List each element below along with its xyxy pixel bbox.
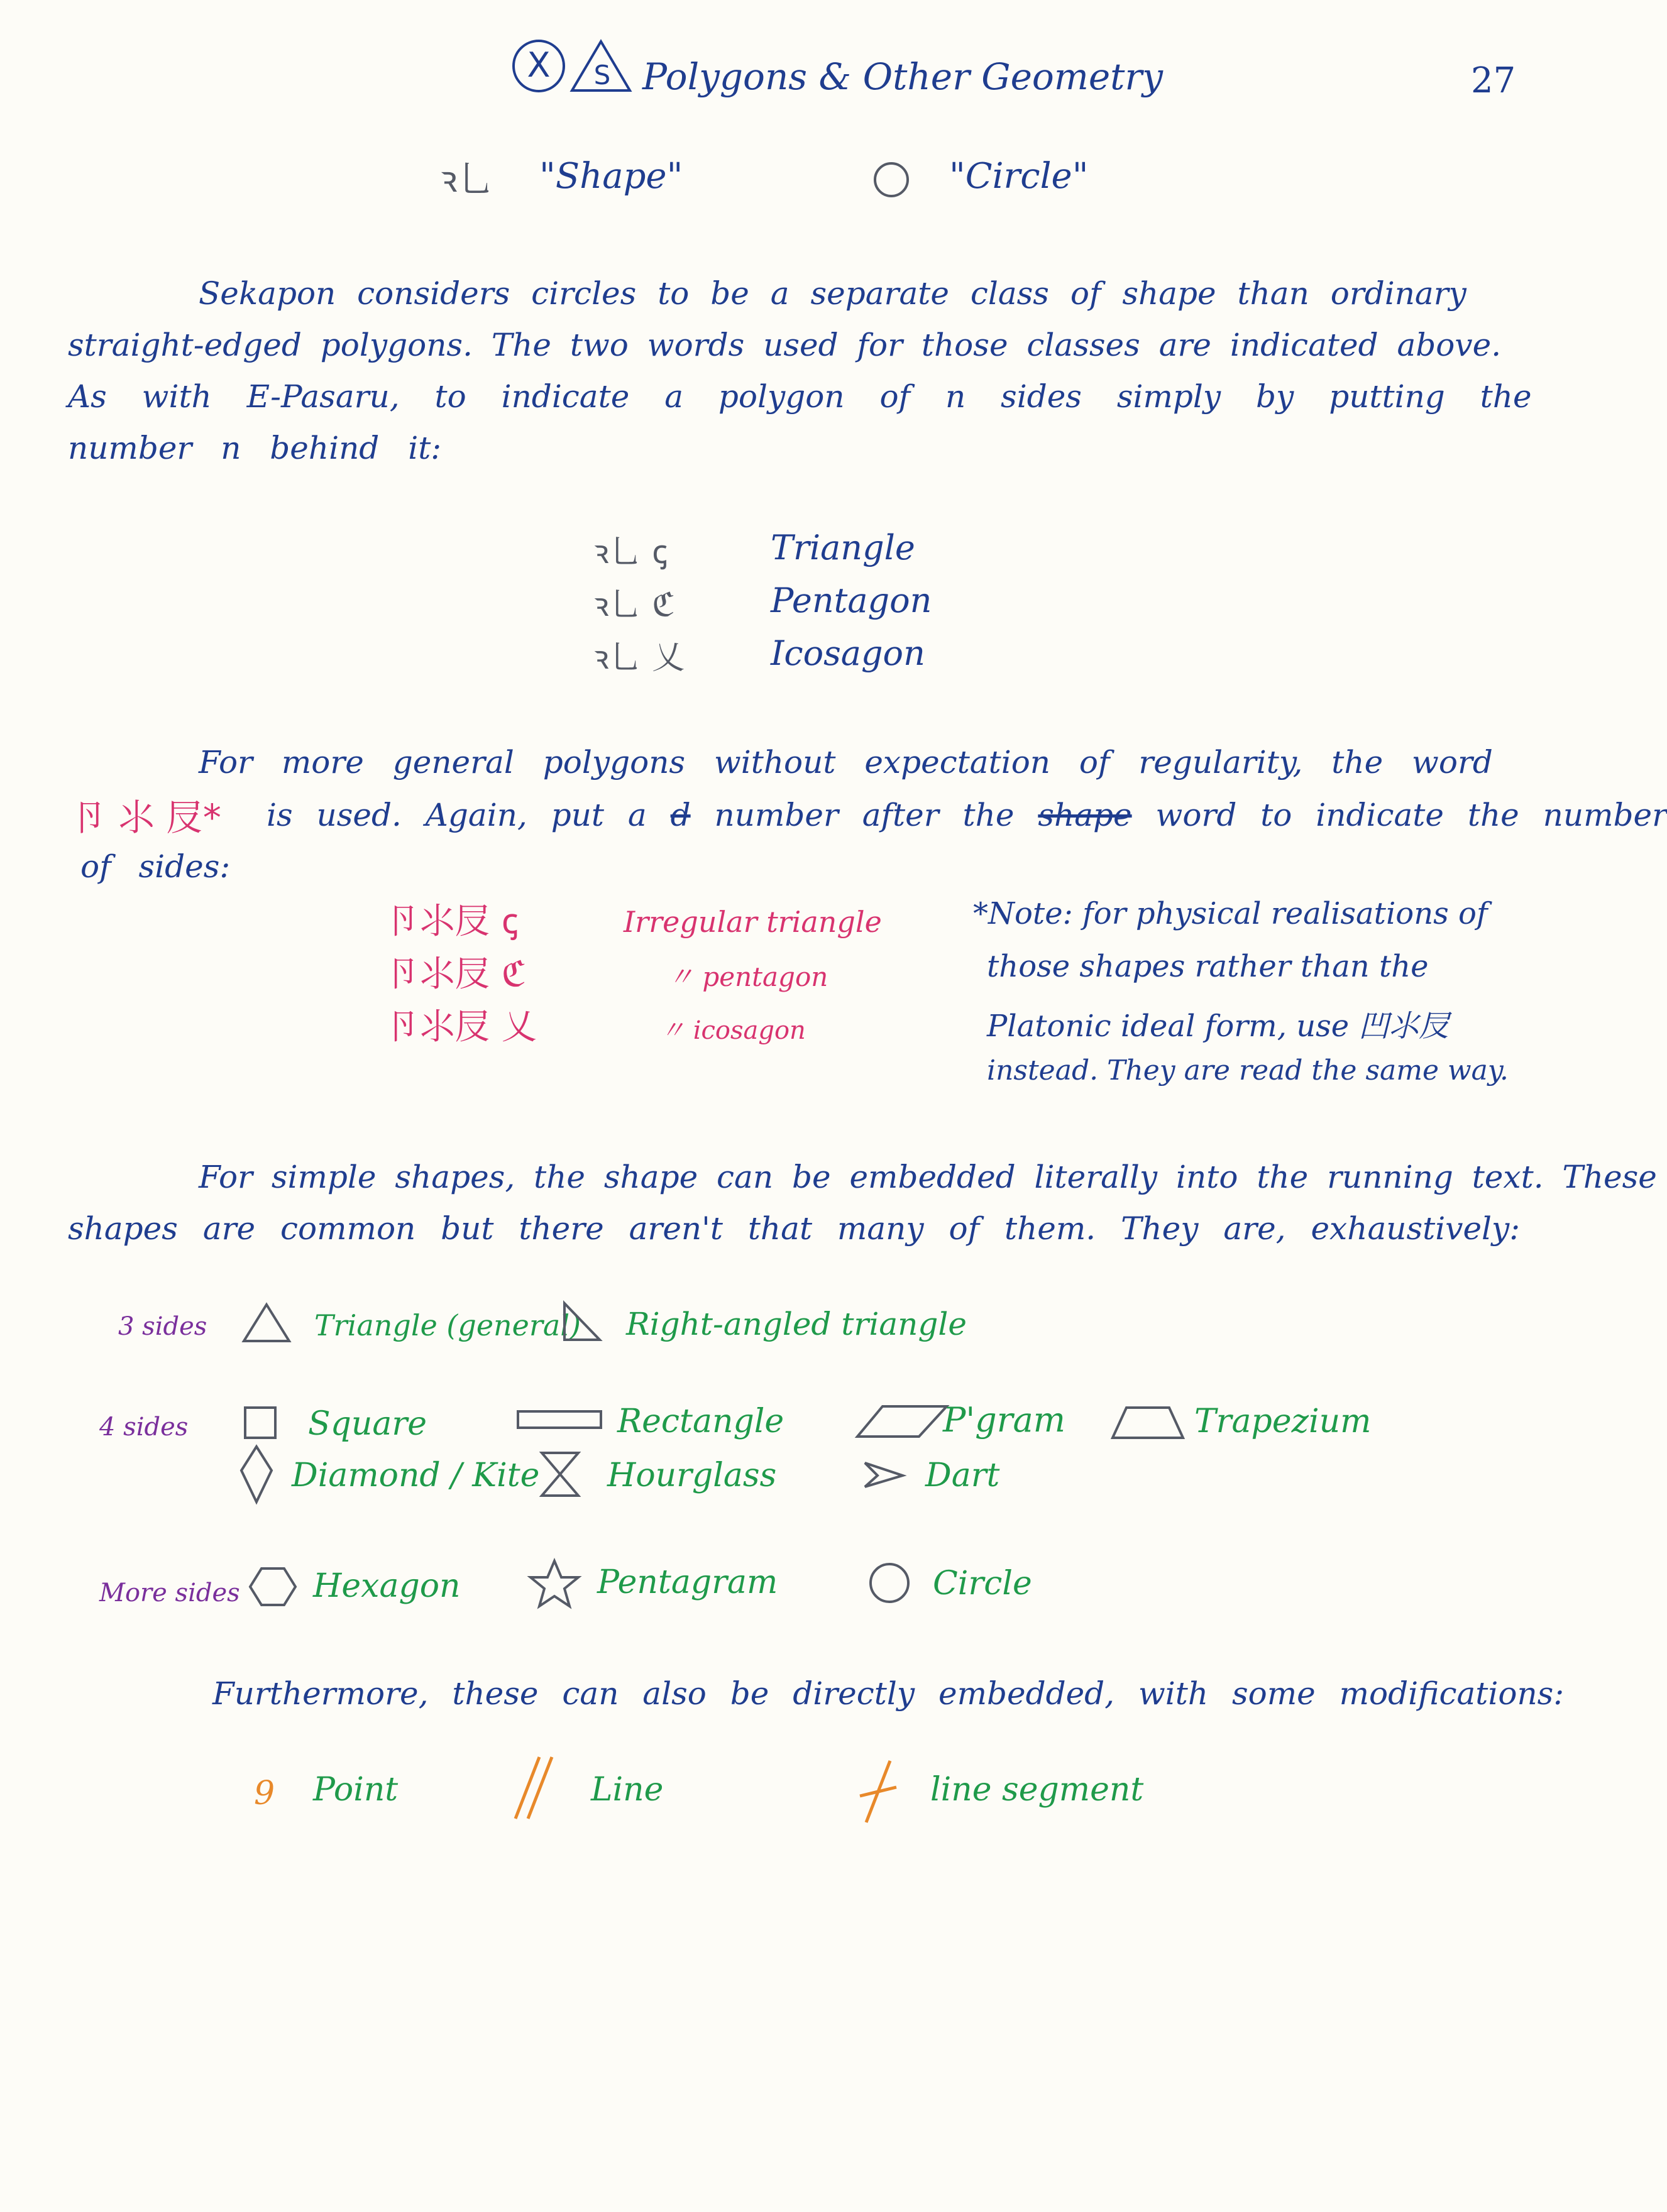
para2-strike-2: shape [1038,797,1132,833]
shape-label: "Shape" [539,156,683,197]
para2-line-3: of sides: [80,848,231,885]
irregular-icosagon-glyph: 卪⺢㞋 乂 [385,1007,537,1048]
regular-pentagon-label: Pentagon [771,581,932,620]
x-badge-icon [510,38,567,94]
square-icon [241,1404,279,1442]
note-line-4: instead. They are read the same way. [987,1054,1509,1087]
right-triangle-icon [559,1300,603,1344]
triangle-icon [241,1301,292,1345]
rectangle-label: Rectangle [617,1403,784,1440]
para1-line-1: Sekapon considers circles to be a separate class of shape than ordinary [199,275,1466,312]
para2-line-2-part-c: word to indicate the number [1155,797,1667,833]
note-line-1: *Note: for physical realisations of [973,896,1488,931]
circle-shape-label: Circle [933,1565,1032,1602]
irregular-triangle-label: Irregular triangle [624,905,882,939]
line-segment-icon [857,1757,901,1826]
pentagram-label: Pentagram [597,1563,778,1601]
more-sides-label: More sides [99,1579,240,1607]
regular-triangle-label: Triangle [771,528,915,567]
para2-line-2 [267,797,1667,833]
regular-triangle-glyph: ꝛ乚 ꞔ [593,534,668,571]
parallelogram-label: P'gram [943,1400,1065,1440]
right-triangle-label: Right-angled triangle [626,1306,967,1342]
hourglass-icon [538,1449,582,1499]
x-badge-letter: X [527,45,551,85]
note-line-3: Platonic ideal form, use 凹⺢㞋 [987,1009,1450,1044]
note-line-2: those shapes rather than the [987,949,1429,984]
irregular-word-glyph: 卪 ⺢ 㞋* [70,796,221,839]
line-icon [512,1753,556,1822]
regular-pentagon-glyph: ꝛ乚 ℭ [593,586,675,624]
rectangle-icon [515,1408,603,1433]
irregular-triangle-glyph: 卪⺢㞋 ꞔ [385,901,519,942]
diamond-kite-icon [238,1443,275,1506]
hourglass-label: Hourglass [607,1457,777,1494]
para1-line-3: As with E-Pasaru, to indicate a polygon of n sides simply by putting the [68,378,1532,415]
s-badge-letter: S [593,60,611,90]
regular-icosagon-label: Icosagon [771,633,925,673]
triangle-general-label: Triangle (general) [314,1308,581,1342]
line-label: Line [591,1771,664,1809]
para2-line-2-part-a: is used. Again, put a [267,797,647,833]
para4-line: Furthermore, these can also be directly embedded, with some modifications: [212,1675,1565,1712]
shape-glyph: ꝛ乚 [440,158,494,200]
hexagon-icon [248,1565,298,1609]
three-sides-label: 3 sides [118,1312,207,1341]
para3-line-2: shapes are common but there aren't that many of them. They are, exhaustively: [68,1210,1521,1247]
irregular-icosagon-label: 〃 icosagon [660,1016,806,1045]
trapezium-label: Trapezium [1194,1403,1372,1440]
para2-line-1: For more general polygons without expectation of regularity, the word [199,744,1493,780]
dart-icon [862,1459,906,1491]
line-segment-label: line segment [930,1771,1144,1809]
irregular-pentagon-glyph: 卪⺢㞋 ℭ [385,954,527,995]
para1-line-4: number n behind it: [68,430,442,466]
para2-strike-1: d [670,797,691,833]
pentagram-icon [529,1558,580,1609]
page-number: 27 [1471,60,1516,101]
point-glyph: 9 [254,1775,275,1812]
circle-icon [872,161,910,199]
circle-label: "Circle" [949,156,1089,197]
hexagon-label: Hexagon [313,1567,461,1605]
trapezium-icon [1110,1404,1186,1442]
para1-line-2: straight-edged polygons. The two words used for those classes are indicated above. [68,327,1502,363]
square-label: Square [308,1405,427,1443]
circle-shape-icon [867,1561,911,1605]
irregular-pentagon-label: 〃 pentagon [668,961,828,992]
para2-line-2-part-b: number after the [714,797,1015,833]
dart-label: Dart [925,1457,1000,1494]
page-title: Polygons & Other Geometry [642,55,1163,98]
para3-line-1: For simple shapes, the shape can be embedded literally into the running text. These [199,1159,1657,1195]
parallelogram-icon [855,1403,949,1440]
regular-icosagon-glyph: ꝛ乚 乂 [593,639,685,677]
diamond-kite-label: Diamond / Kite [292,1457,540,1494]
four-sides-label: 4 sides [99,1413,189,1442]
point-label: Point [313,1771,399,1809]
s-badge-icon [569,38,632,94]
